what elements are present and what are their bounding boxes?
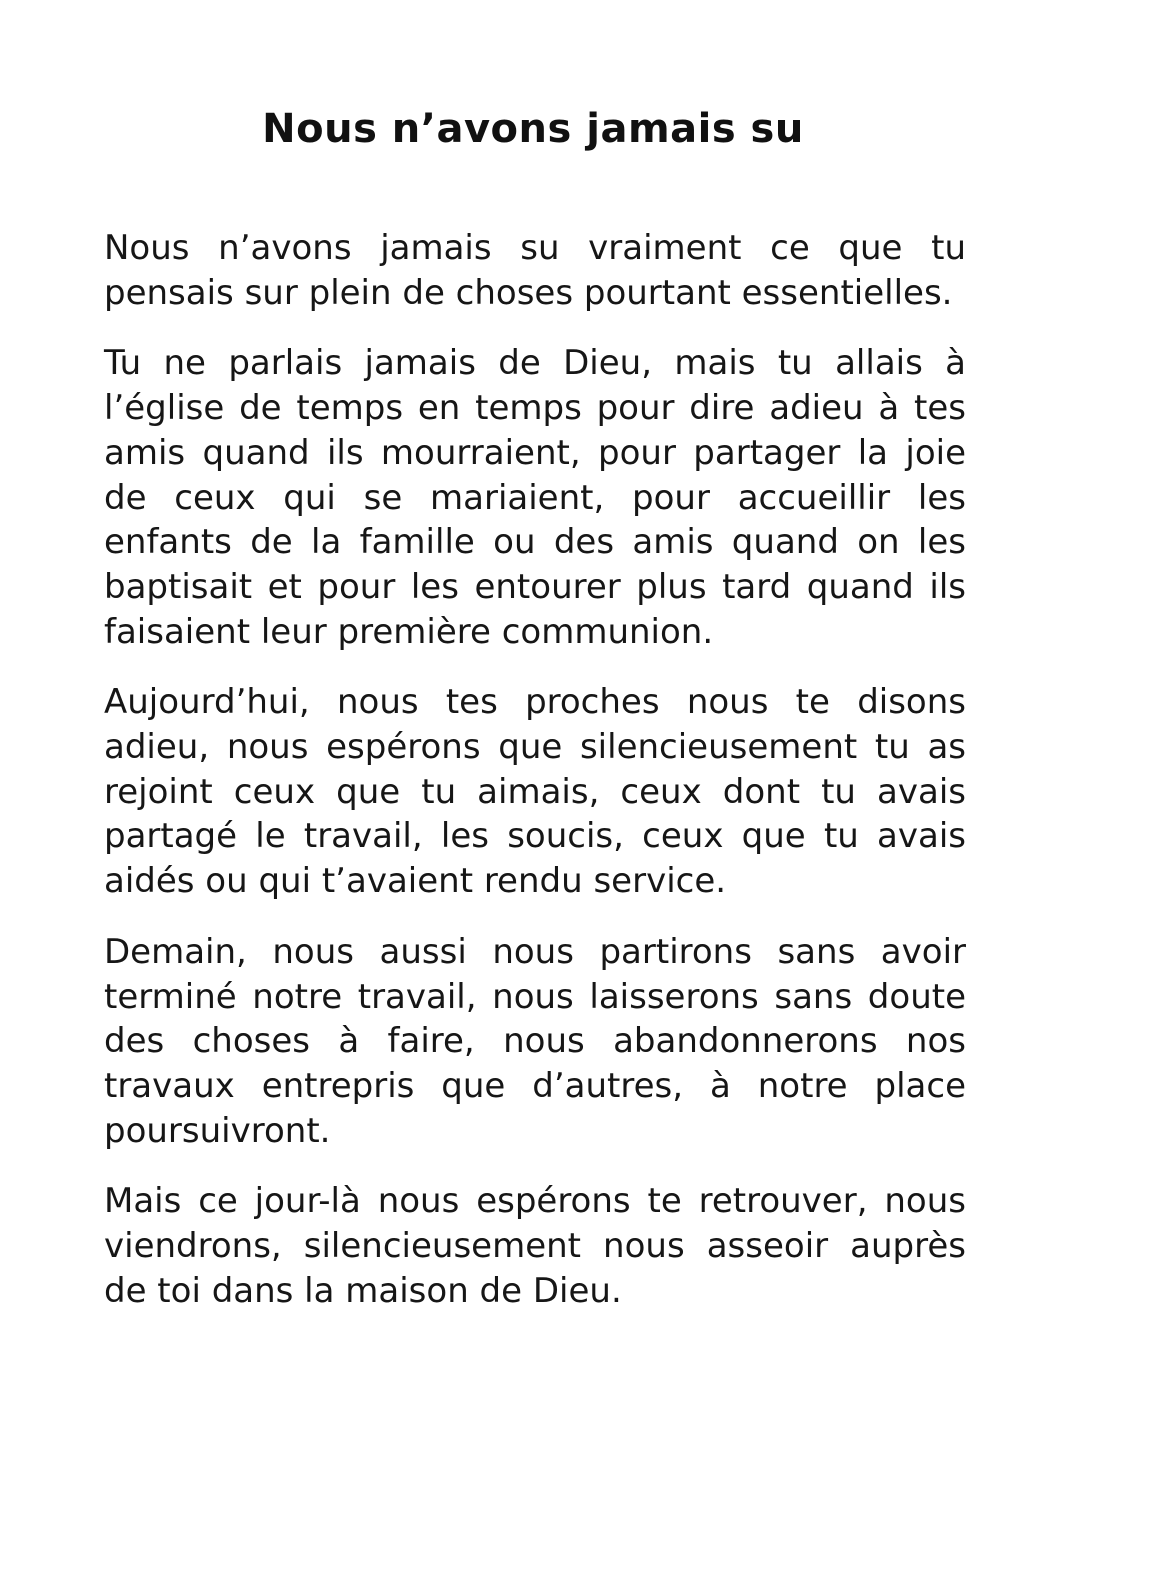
paragraph-1: Nous n’avons jamais su vraiment ce que tu pensais sur plein de choses pourtant essentielles. (104, 228, 966, 313)
paragraph-2: Tu ne parlais jamais de Dieu, mais tu allais à l’église de temps en temps pour dire adieu à tes amis quand ils mourraient, pour partager la joie de ceux qui se mariaient, pour accueillir les enfants de la famille ou des amis quand on les baptisait et pour les entourer plus tard quand ils faisaient leur première communion. (104, 343, 966, 652)
document-body (104, 226, 966, 1339)
paragraph-5: Mais ce jour-là nous espérons te retrouver, nous viendrons, silencieusement nous asseoir auprès de toi dans la maison de Dieu. (104, 1181, 966, 1311)
paragraph-3: Aujourd’hui, nous tes proches nous te disons adieu, nous espérons que silencieusement tu as rejoint ceux que tu aimais, ceux dont tu avais partagé le travail, les soucis, ceux que tu avais aidés ou qui t’avaient rendu service. (104, 682, 966, 902)
paragraph-4: Demain, nous aussi nous partirons sans avoir terminé notre travail, nous laisserons sans doute des choses à faire, nous abandonnerons nos travaux entrepris que d’autres, à notre place poursuivront. (104, 931, 966, 1151)
document-title: Nous n’avons jamais su (262, 106, 804, 152)
